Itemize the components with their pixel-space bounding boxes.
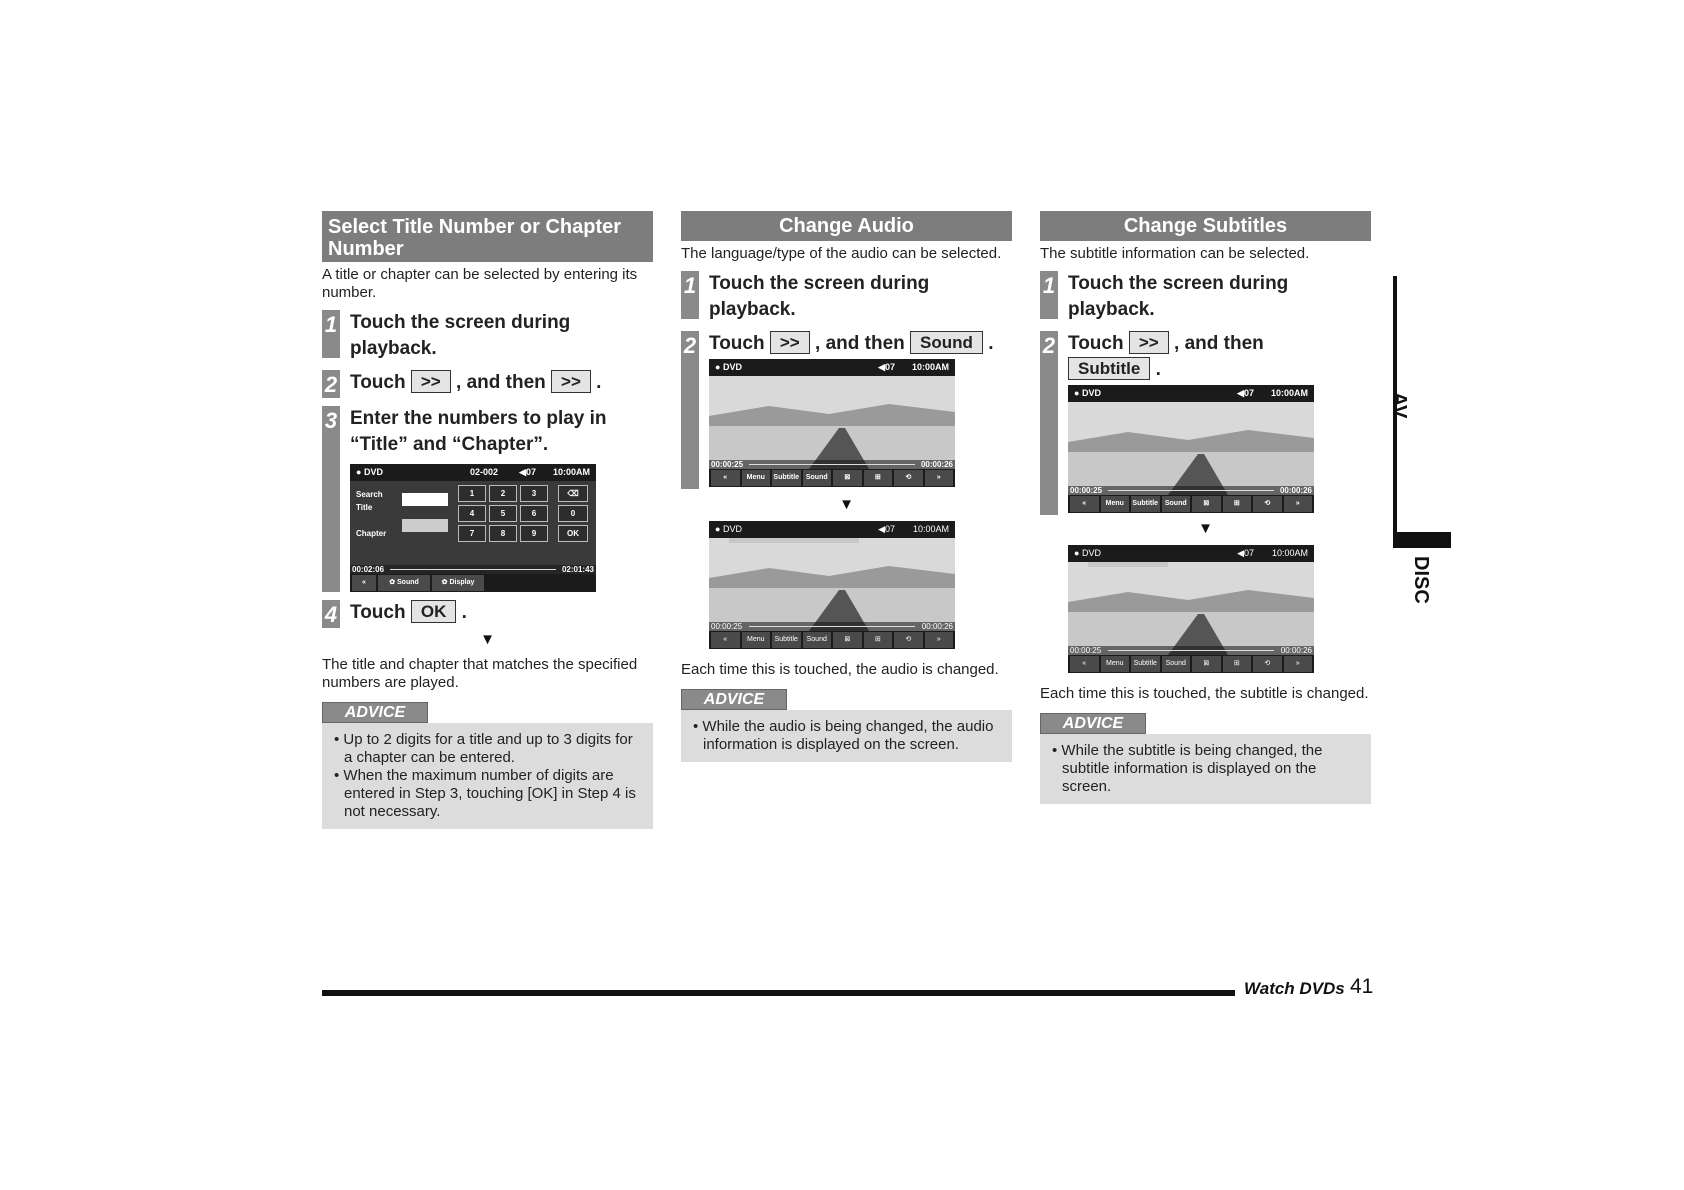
total-time: 00:00:26	[1280, 646, 1312, 655]
status-bar	[1068, 385, 1314, 402]
ok-button[interactable]: OK	[411, 600, 457, 623]
clock: 10:00AM	[1271, 548, 1308, 558]
repeat-icon[interactable]: ⟲	[1253, 496, 1282, 512]
elapsed-time: 00:00:25	[711, 460, 744, 469]
step-text	[709, 331, 1012, 357]
subtitle-button[interactable]: Subtitle	[772, 470, 801, 486]
step-end: .	[596, 372, 602, 393]
step-number: 2	[681, 331, 699, 489]
source-label: DVD	[1081, 388, 1101, 398]
step-text: Touch the screen during playback.	[1068, 273, 1289, 320]
step-end: .	[461, 602, 467, 623]
control-bar	[709, 469, 955, 487]
volume-readout: ◀07	[519, 467, 536, 477]
footer-section: Watch DVDs	[1244, 979, 1345, 998]
advice-item: • While the audio is being changed, the audio information is displayed on the screen.	[691, 718, 1000, 754]
search-label: Search	[356, 490, 383, 499]
step-4	[322, 600, 653, 628]
section-header: Change Audio	[681, 211, 1012, 241]
key-9[interactable]: 9	[520, 525, 548, 542]
side-tab-marker	[1393, 532, 1451, 548]
step-touch-label: Touch	[1068, 333, 1124, 354]
side-tab-av: AV	[1388, 392, 1410, 419]
playback-screen[interactable]	[709, 359, 955, 487]
progress-bar[interactable]	[709, 460, 955, 469]
step-touch-label: Touch	[350, 602, 406, 623]
road-image	[1068, 402, 1314, 495]
subtitle-button[interactable]: Subtitle	[1068, 357, 1150, 380]
step-number: 2	[1040, 331, 1058, 515]
step-text: Touch the screen during playback.	[350, 312, 571, 359]
forward-button[interactable]: »	[925, 470, 954, 486]
angle-icon[interactable]: ⊠	[1192, 496, 1221, 512]
footer-rule	[322, 990, 1235, 996]
playback-screen-subtitle-info[interactable]	[1068, 545, 1314, 673]
menu-button[interactable]: Menu	[742, 470, 771, 486]
side-tab-disc: DISC	[1410, 556, 1432, 604]
progress-bar[interactable]	[350, 565, 596, 574]
angle-icon[interactable]: ⊠	[833, 632, 862, 648]
step-1	[681, 271, 1012, 323]
disc-icon: ●	[715, 524, 721, 534]
advice-box	[1040, 734, 1371, 804]
key-5[interactable]: 5	[489, 505, 517, 522]
chapter-input[interactable]	[402, 519, 448, 532]
progress-track	[749, 464, 915, 465]
status-bar	[709, 359, 955, 376]
advice-block	[322, 702, 653, 829]
step-touch-label: Touch	[709, 333, 765, 354]
step-end: .	[988, 333, 994, 354]
volume-readout: ◀07	[878, 362, 895, 372]
status-bar	[1068, 545, 1314, 562]
playback-screen[interactable]	[1068, 385, 1314, 513]
source-label: DVD	[1081, 548, 1101, 558]
result-text: The title and chapter that matches the specified numbers are played.	[322, 656, 638, 691]
step-2	[322, 370, 653, 398]
sound-button[interactable]: Sound	[1162, 656, 1191, 672]
key-0[interactable]: 0	[558, 505, 588, 522]
result-text: Each time this is touched, the audio is changed.	[681, 661, 999, 678]
menu-button[interactable]: Menu	[742, 632, 771, 648]
key-8[interactable]: 8	[489, 525, 517, 542]
down-arrow-icon: ▼	[480, 631, 495, 648]
clock: 10:00AM	[552, 467, 590, 477]
section-intro: The language/type of the audio can be selected.	[681, 245, 1002, 262]
advice-item: • Up to 2 digits for a title and up to 3 digits for a chapter can be entered.	[332, 731, 641, 767]
backspace-key[interactable]: ⌫	[558, 485, 588, 502]
subtitle-button[interactable]: Subtitle	[1131, 656, 1160, 672]
back-button[interactable]: «	[352, 575, 376, 591]
step-content	[1068, 331, 1371, 515]
result-text: Each time this is touched, the subtitle is changed.	[1040, 685, 1369, 702]
step-3	[322, 406, 653, 592]
playback-screen-audio-info[interactable]	[709, 521, 955, 649]
step-content	[709, 331, 1012, 489]
back-button[interactable]: «	[711, 470, 740, 486]
sound-button[interactable]: Sound	[1162, 496, 1191, 512]
step-text	[350, 370, 653, 398]
key-2[interactable]: 2	[489, 485, 517, 502]
forward-button[interactable]: »	[1284, 496, 1313, 512]
disc-icon: ●	[715, 362, 721, 372]
key-7[interactable]: 7	[458, 525, 486, 542]
disc-icon: ●	[356, 467, 362, 477]
step-2	[681, 331, 1012, 489]
advice-label: ADVICE	[681, 689, 787, 710]
progress-track	[1108, 490, 1274, 491]
repeat-icon[interactable]: ⟲	[1253, 656, 1282, 672]
road-image	[1068, 562, 1314, 655]
key-1[interactable]: 1	[458, 485, 486, 502]
progress-track	[749, 626, 915, 627]
total-time: 00:00:26	[920, 460, 953, 469]
aspect-icon[interactable]: ⊞	[1223, 656, 1252, 672]
total-time: 00:00:26	[1279, 486, 1312, 495]
sound-button[interactable]: Sound	[803, 632, 832, 648]
status-bar	[350, 464, 596, 481]
repeat-icon[interactable]: ⟲	[894, 470, 923, 486]
total-time: 00:00:26	[921, 622, 953, 631]
section-intro: The subtitle information can be selected.	[1040, 245, 1310, 262]
progress-track	[390, 569, 556, 570]
total-time: 02:01:43	[561, 565, 594, 574]
step-number: 1	[681, 271, 699, 319]
search-screen	[350, 464, 596, 592]
advice-block	[1040, 713, 1371, 804]
next-button[interactable]: >>	[551, 370, 591, 393]
subtitle-button[interactable]: Subtitle	[1131, 496, 1160, 512]
step-content	[350, 406, 653, 592]
status-bar	[709, 521, 955, 538]
next-button[interactable]: >>	[1129, 331, 1169, 354]
back-button[interactable]: «	[1070, 656, 1099, 672]
elapsed-time: 00:00:25	[711, 622, 743, 631]
title-chapter-readout: 02-002	[470, 467, 499, 477]
bar-spacer	[486, 575, 594, 591]
section-header: Change Subtitles	[1040, 211, 1371, 241]
advice-label: ADVICE	[322, 702, 428, 723]
section-header: Select Title Number or Chapter Number	[322, 211, 653, 262]
audio-info-overlay	[729, 538, 859, 543]
step-connector: , and then	[1174, 333, 1264, 354]
down-arrow-icon: ▼	[839, 496, 854, 513]
angle-icon[interactable]: ⊠	[833, 470, 862, 486]
repeat-icon[interactable]: ⟲	[894, 632, 923, 648]
source-label: DVD	[722, 524, 742, 534]
back-button[interactable]: «	[711, 632, 740, 648]
volume-readout: ◀07	[878, 524, 895, 534]
key-3[interactable]: 3	[520, 485, 548, 502]
step-text: Touch the screen during playback.	[709, 273, 930, 320]
control-bar	[1068, 655, 1314, 673]
step-text: Enter the numbers to play in “Title” and “Chapter”.	[350, 408, 607, 455]
progress-bar[interactable]	[1068, 646, 1314, 655]
section-change-audio	[681, 211, 1012, 762]
key-gap	[551, 485, 555, 502]
search-keypad	[350, 481, 596, 574]
aspect-icon[interactable]: ⊞	[864, 470, 893, 486]
progress-track	[1108, 650, 1274, 651]
key-4[interactable]: 4	[458, 505, 486, 522]
elapsed-time: 00:00:25	[1070, 646, 1102, 655]
progress-bar[interactable]	[1068, 486, 1314, 495]
advice-label: ADVICE	[1040, 713, 1146, 734]
control-bar	[350, 574, 596, 592]
clock: 10:00AM	[912, 524, 949, 534]
volume-readout: ◀07	[1237, 548, 1254, 558]
aspect-icon[interactable]: ⊞	[864, 632, 893, 648]
road-image	[709, 376, 955, 469]
chapter-label: Chapter	[356, 529, 387, 538]
key-gap	[551, 505, 555, 522]
menu-button[interactable]: Menu	[1101, 656, 1130, 672]
advice-item: • When the maximum number of digits are entered in Step 3, touching [OK] in Step 4 is not necessary.	[332, 767, 641, 821]
step-1	[322, 310, 653, 362]
display-button[interactable]: ✿ Display	[432, 575, 484, 591]
back-button[interactable]: «	[1070, 496, 1099, 512]
forward-button[interactable]: »	[1284, 656, 1313, 672]
angle-icon[interactable]: ⊠	[1192, 656, 1221, 672]
step-2	[1040, 331, 1371, 515]
progress-bar[interactable]	[709, 622, 955, 631]
ok-key[interactable]: OK	[558, 525, 588, 542]
step-number: 1	[1040, 271, 1058, 319]
source-label: DVD	[722, 362, 742, 372]
subtitle-button[interactable]: Subtitle	[772, 632, 801, 648]
step-1	[1040, 271, 1371, 323]
step-number: 1	[322, 310, 340, 358]
key-6[interactable]: 6	[520, 505, 548, 522]
title-label: Title	[356, 503, 373, 512]
elapsed-time: 00:02:06	[352, 565, 385, 574]
step-number: 4	[322, 600, 340, 628]
disc-icon: ●	[1074, 388, 1080, 398]
page-number: 41	[1350, 975, 1374, 998]
control-bar	[709, 631, 955, 649]
section-select-title-chapter	[322, 211, 653, 829]
step-text	[350, 600, 653, 628]
step-end: .	[1155, 359, 1161, 380]
menu-button[interactable]: Menu	[1101, 496, 1130, 512]
down-arrow-icon: ▼	[1198, 520, 1213, 537]
step-touch-label: Touch	[350, 372, 406, 393]
section-change-subtitles	[1040, 211, 1371, 804]
next-button[interactable]: >>	[770, 331, 810, 354]
control-bar	[1068, 495, 1314, 513]
sound-button[interactable]: Sound	[803, 470, 832, 486]
advice-item: • While the subtitle is being changed, the subtitle information is displayed on the screen.	[1050, 742, 1359, 796]
advice-block	[681, 689, 1012, 762]
advice-box	[322, 723, 653, 829]
aspect-icon[interactable]: ⊞	[1223, 496, 1252, 512]
elapsed-time: 00:00:25	[1070, 486, 1103, 495]
disc-icon: ●	[1074, 548, 1080, 558]
step-number: 2	[322, 370, 340, 398]
step-connector: , and then	[456, 372, 546, 393]
sound-button[interactable]: ✿ Sound	[378, 575, 430, 591]
volume-readout: ◀07	[1237, 388, 1254, 398]
step-text	[1068, 331, 1371, 383]
clock: 10:00AM	[911, 362, 949, 372]
advice-box	[681, 710, 1012, 762]
clock: 10:00AM	[1270, 388, 1308, 398]
forward-button[interactable]: »	[925, 632, 954, 648]
number-keys	[458, 485, 588, 542]
next-button[interactable]: >>	[411, 370, 451, 393]
section-intro: A title or chapter can be selected by entering its number.	[322, 266, 638, 301]
sound-button[interactable]: Sound	[910, 331, 983, 354]
road-image	[709, 538, 955, 631]
source-label: DVD	[363, 467, 383, 477]
step-connector: , and then	[815, 333, 905, 354]
title-input[interactable]	[402, 493, 448, 506]
step-number: 3	[322, 406, 340, 592]
key-gap	[551, 525, 555, 542]
subtitle-info-overlay	[1088, 562, 1168, 567]
